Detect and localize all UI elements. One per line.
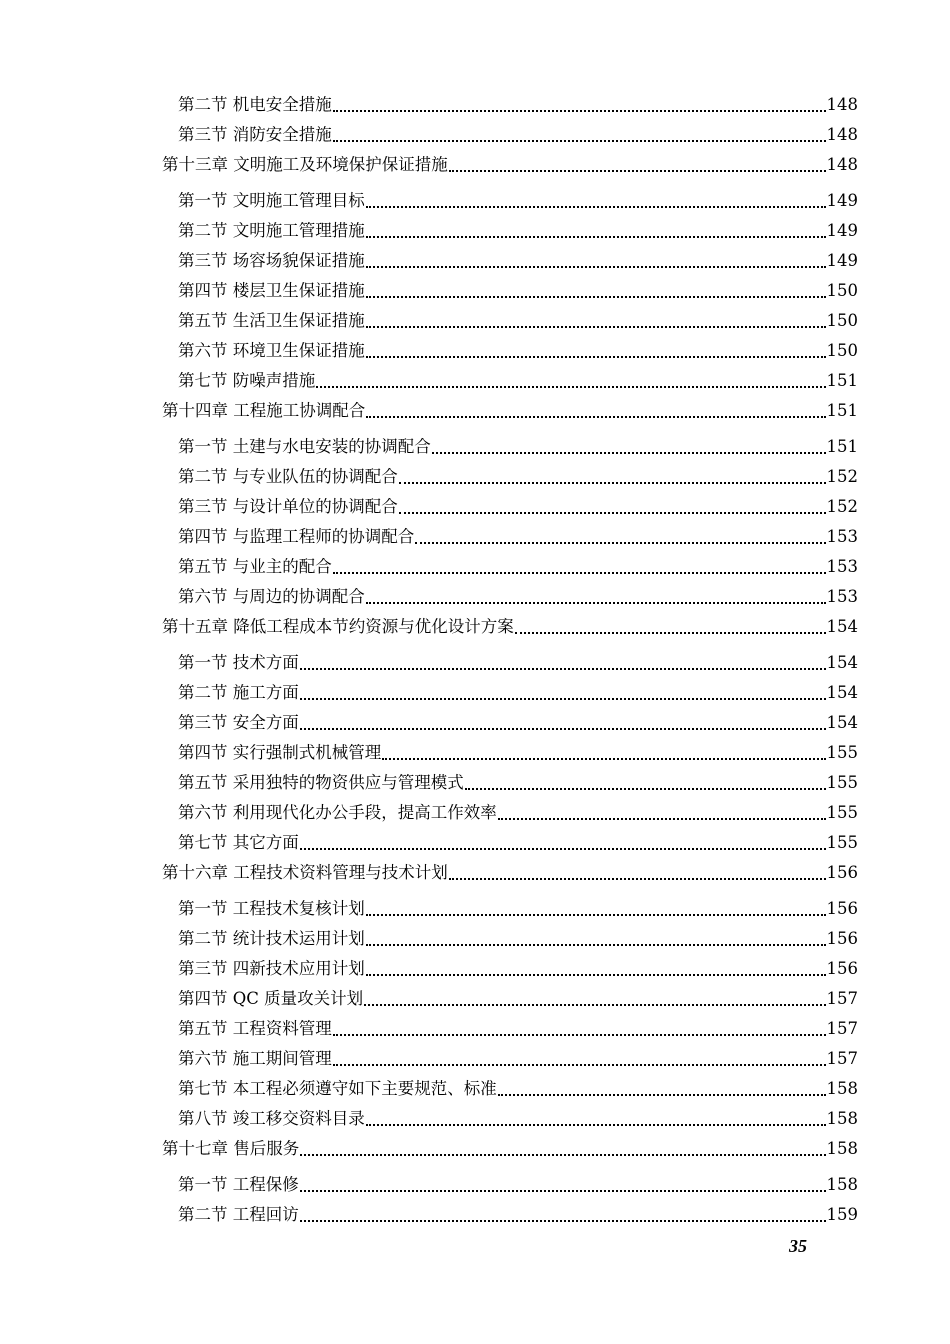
- toc-chapter-entry[interactable]: [162, 860, 858, 884]
- toc-entry-label: 第七节 本工程必须遵守如下主要规范、标准: [178, 1079, 497, 1098]
- toc-section-entry[interactable]: [178, 1046, 858, 1070]
- page-number: 35: [789, 1236, 807, 1256]
- toc-entry-page: 158: [826, 1139, 858, 1158]
- dot-leader: [465, 788, 826, 790]
- dot-leader: [366, 944, 826, 946]
- toc-entry-page: 152: [826, 467, 858, 486]
- toc-entry-label: 第十三章 文明施工及环境保护保证措施: [162, 155, 448, 174]
- toc-entry-label: 第四节 实行强制式机械管理: [178, 743, 382, 762]
- toc-entry-page: 154: [826, 653, 858, 672]
- toc-entry-label: 第五节 与业主的配合: [178, 557, 332, 576]
- toc-entry-page: 157: [826, 989, 858, 1008]
- toc-section-entry[interactable]: [178, 524, 858, 548]
- dot-leader: [498, 818, 826, 820]
- toc-entry-label: 第八节 竣工移交资料目录: [178, 1109, 365, 1128]
- toc-section-entry[interactable]: [178, 1076, 858, 1100]
- toc-entry-page: 150: [826, 281, 858, 300]
- toc-entry-page: 155: [826, 803, 858, 822]
- toc-entry-label: 第五节 采用独特的物资供应与管理模式: [178, 773, 464, 792]
- toc-entry-label: 第二节 文明施工管理措施: [178, 221, 365, 240]
- toc-section-entry[interactable]: [178, 1202, 858, 1226]
- toc-entry-page: 150: [826, 341, 858, 360]
- toc-section-entry[interactable]: [178, 122, 858, 146]
- toc-entry-page: 155: [826, 833, 858, 852]
- dot-leader: [366, 416, 825, 418]
- toc-entry-page: 155: [826, 773, 858, 792]
- toc-chapter-entry[interactable]: [162, 398, 858, 422]
- toc-section-entry[interactable]: [178, 554, 858, 578]
- dot-leader: [366, 266, 826, 268]
- toc-entry-label: 第一节 技术方面: [178, 653, 299, 672]
- toc-entry-page: 158: [826, 1109, 858, 1128]
- toc-entry-label: 第一节 工程技术复核计划: [178, 899, 365, 918]
- toc-section-entry[interactable]: [178, 650, 858, 674]
- toc-entry-page: 156: [826, 929, 858, 948]
- toc-chapter-entry[interactable]: [162, 152, 858, 176]
- dot-leader: [399, 482, 826, 484]
- toc-entry-page: 155: [826, 743, 858, 762]
- toc-section-entry[interactable]: [178, 218, 858, 242]
- toc-entry-page: 148: [826, 125, 858, 144]
- toc-section-entry[interactable]: [178, 740, 858, 764]
- dot-leader: [366, 1124, 826, 1126]
- dot-leader: [300, 698, 826, 700]
- toc-entry-label: 第五节 工程资料管理: [178, 1019, 332, 1038]
- toc-section-entry[interactable]: [178, 830, 858, 854]
- toc-entry-label: 第二节 与专业队伍的协调配合: [178, 467, 398, 486]
- toc-section-entry[interactable]: [178, 584, 858, 608]
- toc-section-entry[interactable]: [178, 368, 858, 392]
- toc-section-entry[interactable]: [178, 770, 858, 794]
- dot-leader: [366, 974, 826, 976]
- toc-entry-label: 第一节 土建与水电安装的协调配合: [178, 437, 431, 456]
- toc-section-entry[interactable]: [178, 92, 858, 116]
- dot-leader: [364, 1004, 825, 1006]
- toc-chapter-entry[interactable]: [162, 614, 858, 638]
- dot-leader: [333, 110, 826, 112]
- dot-leader: [300, 1190, 826, 1192]
- dot-leader: [432, 452, 826, 454]
- toc-entry-label: 第四节 与监理工程师的协调配合: [178, 527, 415, 546]
- dot-leader: [382, 758, 825, 760]
- dot-leader: [366, 206, 826, 208]
- toc-entry-page: 148: [826, 155, 858, 174]
- toc-section-entry[interactable]: [178, 680, 858, 704]
- toc-entry-page: 156: [826, 899, 858, 918]
- toc-section-entry[interactable]: [178, 464, 858, 488]
- toc-entry-label: 第五节 生活卫生保证措施: [178, 311, 365, 330]
- toc-entry-label: 第一节 文明施工管理目标: [178, 191, 365, 210]
- toc-entry-label: 第七节 防噪声措施: [178, 371, 316, 390]
- toc-entry-page: 158: [826, 1079, 858, 1098]
- toc-entry-label: 第六节 利用现代化办公手段，提高工作效率: [178, 803, 497, 822]
- dot-leader: [366, 296, 826, 298]
- toc-entry-label: 第十四章 工程施工协调配合: [162, 401, 366, 420]
- toc-entry-page: 153: [826, 527, 858, 546]
- toc-section-entry[interactable]: [178, 434, 858, 458]
- dot-leader: [300, 728, 826, 730]
- toc-entry-label: 第三节 安全方面: [178, 713, 299, 732]
- toc-entry-label: 第六节 与周边的协调配合: [178, 587, 365, 606]
- dot-leader: [366, 914, 826, 916]
- toc-entry-page: 158: [826, 1175, 858, 1194]
- toc-entry-page: 154: [826, 713, 858, 732]
- toc-section-entry[interactable]: [178, 986, 858, 1010]
- dot-leader: [399, 512, 826, 514]
- dot-leader: [300, 668, 826, 670]
- toc-entry-label: 第二节 工程回访: [178, 1205, 299, 1224]
- dot-leader: [498, 1094, 826, 1096]
- toc-entry-label: 第二节 统计技术运用计划: [178, 929, 365, 948]
- toc-entry-page: 156: [826, 959, 858, 978]
- toc-entry-page: 149: [826, 221, 858, 240]
- toc-entry-label: 第四节 楼层卫生保证措施: [178, 281, 365, 300]
- toc-entry-label: 第十五章 降低工程成本节约资源与优化设计方案: [162, 617, 514, 636]
- dot-leader: [515, 632, 826, 634]
- toc-entry-page: 151: [826, 437, 858, 456]
- toc-section-entry[interactable]: [178, 1016, 858, 1040]
- toc-section-entry[interactable]: [178, 1106, 858, 1130]
- dot-leader: [333, 572, 826, 574]
- toc-entry-label: 第一节 工程保修: [178, 1175, 299, 1194]
- dot-leader: [300, 1154, 825, 1156]
- toc-entry-label: 第六节 施工期间管理: [178, 1049, 332, 1068]
- toc-section-entry[interactable]: [178, 248, 858, 272]
- toc-chapter-entry[interactable]: [162, 1136, 858, 1160]
- dot-leader: [366, 236, 826, 238]
- dot-leader: [366, 356, 826, 358]
- toc-entry-page: 154: [826, 683, 858, 702]
- toc-entry-page: 157: [826, 1049, 858, 1068]
- dot-leader: [300, 1220, 826, 1222]
- toc-entry-page: 148: [826, 95, 858, 114]
- toc-entry-page: 154: [826, 617, 858, 636]
- toc-entry-page: 157: [826, 1019, 858, 1038]
- toc-entry-page: 151: [826, 401, 858, 420]
- toc-entry-page: 149: [826, 191, 858, 210]
- toc-section-entry[interactable]: [178, 926, 858, 950]
- toc-section-entry[interactable]: [178, 800, 858, 824]
- toc-entry-page: 151: [826, 371, 858, 390]
- toc-entry-label: 第三节 场容场貌保证措施: [178, 251, 365, 270]
- toc-section-entry[interactable]: [178, 896, 858, 920]
- toc-section-entry[interactable]: [178, 494, 858, 518]
- toc-entry-page: 149: [826, 251, 858, 270]
- toc-entry-label: 第三节 消防安全措施: [178, 125, 332, 144]
- toc-entry-label: 第十七章 售后服务: [162, 1139, 300, 1158]
- dot-leader: [366, 326, 826, 328]
- toc-entry-label: 第四节 QC 质量攻关计划: [178, 989, 364, 1008]
- toc-section-entry[interactable]: [178, 1172, 858, 1196]
- toc-entry-page: 150: [826, 311, 858, 330]
- toc-entry-label: 第七节 其它方面: [178, 833, 299, 852]
- toc-entry-page: 156: [826, 863, 858, 882]
- toc-entry-label: 第三节 四新技术应用计划: [178, 959, 365, 978]
- dot-leader: [449, 170, 826, 172]
- dot-leader: [366, 602, 826, 604]
- toc-entry-label: 第三节 与设计单位的协调配合: [178, 497, 398, 516]
- dot-leader: [333, 1064, 826, 1066]
- toc-entry-page: 153: [826, 557, 858, 576]
- toc-section-entry[interactable]: [178, 188, 858, 212]
- toc-entry-label: 第二节 机电安全措施: [178, 95, 332, 114]
- dot-leader: [449, 878, 826, 880]
- dot-leader: [333, 140, 826, 142]
- toc-entry-label: 第二节 施工方面: [178, 683, 299, 702]
- dot-leader: [415, 542, 825, 544]
- toc-entry-page: 159: [826, 1205, 858, 1224]
- dot-leader: [333, 1034, 826, 1036]
- toc-section-entry[interactable]: [178, 710, 858, 734]
- dot-leader: [316, 386, 825, 388]
- toc-section-entry[interactable]: [178, 956, 858, 980]
- toc-section-entry[interactable]: [178, 278, 858, 302]
- toc-entry-label: 第十六章 工程技术资料管理与技术计划: [162, 863, 448, 882]
- dot-leader: [300, 848, 826, 850]
- toc-entry-page: 153: [826, 587, 858, 606]
- toc-section-entry[interactable]: [178, 308, 858, 332]
- toc-section-entry[interactable]: [178, 338, 858, 362]
- toc-entry-page: 152: [826, 497, 858, 516]
- toc-entry-label: 第六节 环境卫生保证措施: [178, 341, 365, 360]
